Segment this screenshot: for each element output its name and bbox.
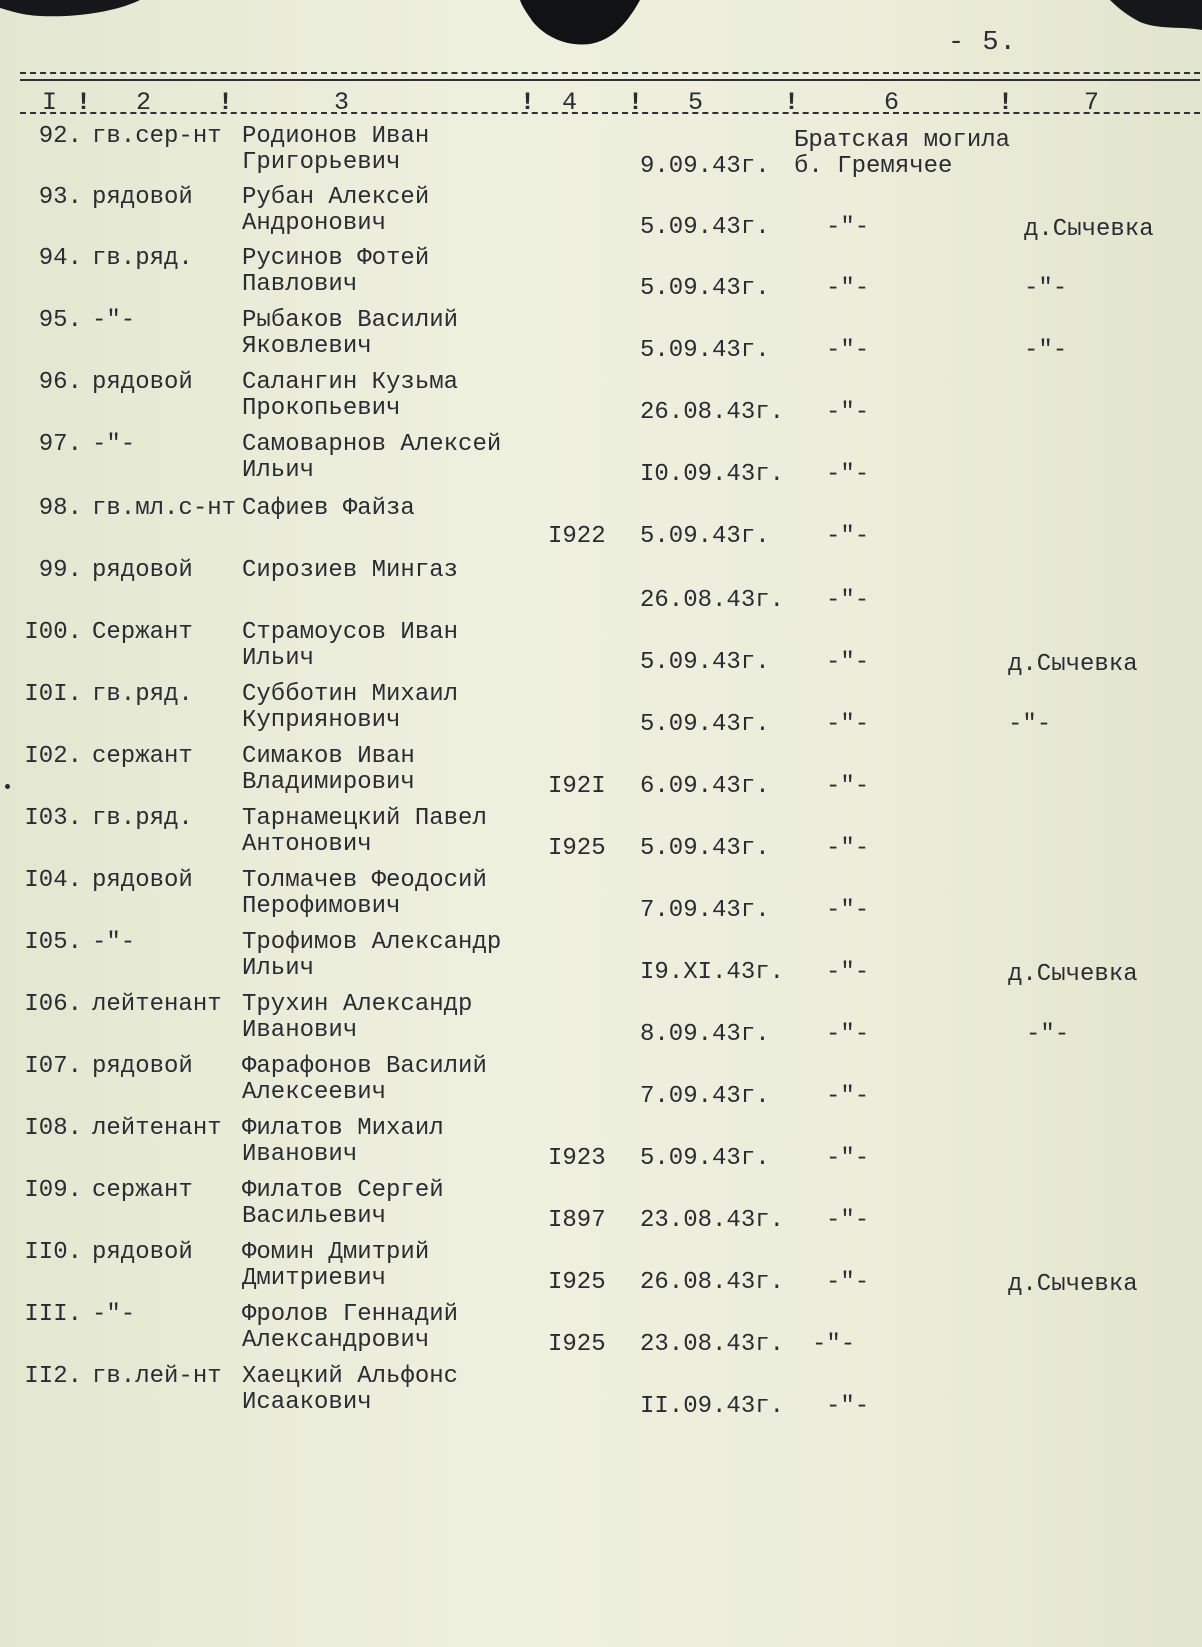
entry-birth-year: I922 [548,523,606,550]
entry-number: 97. [38,431,82,458]
column-separator: ! [784,88,800,117]
entry-date: 6.09.43г. [640,773,770,800]
header-top-rule-solid [20,79,1200,81]
entry-burial-place: -"- [826,1393,870,1420]
entry-surname-name: Хаецкий Альфонс [242,1363,459,1390]
entry-birth-year: I897 [548,1207,606,1234]
entry-surname-name: Салангин Кузьма [242,369,459,396]
entry-date: I0.09.43г. [640,461,785,488]
entry-date: I9.XI.43г. [640,959,785,986]
entry-number: I00. [24,619,82,646]
entry-rank: гв.сер-нт [92,123,222,150]
entry-date: 7.09.43г. [640,1083,770,1110]
entry-rank: гв.лей-нт [92,1363,222,1390]
entry-location: д.Сычевка [1008,961,1138,988]
list-item [0,806,1202,866]
entry-location: -"- [1008,711,1052,738]
entry-date: 5.09.43г. [640,275,770,302]
entry-date: II.09.43г. [640,1393,785,1420]
entry-rank: лейтенант [92,991,222,1018]
entry-date: 9.09.43г. [640,153,770,180]
entry-location: -"- [1026,1021,1070,1048]
list-item [0,620,1202,680]
entry-number: 94. [38,245,82,272]
entry-date: 5.09.43г. [640,1145,770,1172]
entry-burial-place: -"- [826,959,870,986]
entry-patronymic: Прокопьевич [242,395,401,422]
entry-number: 92. [38,123,82,150]
column-header-1: I [42,88,58,117]
entry-surname-name: Трофимов Александр [242,929,502,956]
entry-burial-place: -"- [826,399,870,426]
entry-number: III. [24,1301,82,1328]
entry-rank: рядовой [92,184,193,211]
entry-rank: рядовой [92,1053,193,1080]
entry-number: II0. [24,1239,82,1266]
entry-date: 26.08.43г. [640,1269,785,1296]
entry-surname-name: Субботин Михаил [242,681,459,708]
entry-date: 8.09.43г. [640,1021,770,1048]
entry-number: I02. [24,743,82,770]
list-item [0,1054,1202,1114]
entry-number: II2. [24,1363,82,1390]
entry-surname-name: Трухин Александр [242,991,473,1018]
entry-surname-name: Толмачев Феодосий [242,867,487,894]
entry-patronymic: Григорьевич [242,149,401,176]
entry-burial-place-title: Братская могила [794,127,1011,154]
entry-rank: -"- [92,307,136,334]
torn-paper-edge [0,0,1202,70]
entry-patronymic: Васильевич [242,1203,387,1230]
entry-rank: гв.ряд. [92,681,193,708]
entry-burial-place: -"- [826,1145,870,1172]
list-item [0,370,1202,430]
entry-date: 23.08.43г. [640,1207,785,1234]
entry-location: д.Сычевка [1008,651,1138,678]
entry-patronymic: Ильич [242,457,315,484]
list-item [0,1116,1202,1176]
entry-patronymic: Исаакович [242,1389,372,1416]
entry-surname-name: Фомин Дмитрий [242,1239,430,1266]
header-bottom-rule [20,112,1200,114]
list-item [0,432,1202,492]
list-item [0,992,1202,1052]
entry-birth-year: I925 [548,835,606,862]
list-item [0,1178,1202,1238]
entry-number: 95. [38,307,82,334]
entry-rank: лейтенант [92,1115,222,1142]
entry-rank: -"- [92,431,136,458]
entry-burial-place: -"- [826,835,870,862]
column-header-2: 2 [136,88,152,117]
entry-patronymic: Владимирович [242,769,415,796]
list-item [0,868,1202,928]
page-number: - 5. [948,28,1017,58]
entry-date: 5.09.43г. [640,523,770,550]
entry-rank: рядовой [92,1239,193,1266]
entry-rank: -"- [92,1301,136,1328]
entry-surname-name: Филатов Сергей [242,1177,444,1204]
entry-surname-name: Рубан Алексей [242,184,430,211]
entry-burial-place: -"- [826,587,870,614]
column-separator: ! [218,88,234,117]
entry-surname-name: Сирозиев Мингаз [242,557,459,584]
entry-burial-place: -"- [826,1207,870,1234]
list-item [0,308,1202,368]
entry-date: 5.09.43г. [640,214,770,241]
entry-burial-place: -"- [826,711,870,738]
entry-number: I05. [24,929,82,956]
entry-number: 93. [38,184,82,211]
list-item [0,1302,1202,1362]
entry-number: I07. [24,1053,82,1080]
entry-rank: рядовой [92,557,193,584]
list-item [0,185,1202,245]
entry-burial-place: -"- [812,1331,856,1358]
list-item [0,682,1202,742]
column-separator: ! [76,88,92,117]
list-item [0,1240,1202,1300]
entry-surname-name: Симаков Иван [242,743,415,770]
entry-number: I0I. [24,681,82,708]
entry-birth-year: I925 [548,1331,606,1358]
entry-rank: сержант [92,1177,193,1204]
ink-dot-mark [5,784,10,789]
list-item [0,124,1202,184]
entry-date: 26.08.43г. [640,399,785,426]
entry-date: 23.08.43г. [640,1331,785,1358]
list-item [0,1364,1202,1424]
column-separator: ! [628,88,644,117]
entry-burial-place: -"- [826,773,870,800]
entry-rank: Сержант [92,619,193,646]
entry-burial-place: б. Гремячее [794,153,953,180]
header-top-rule [20,72,1200,74]
column-header-6: 6 [884,88,900,117]
entry-surname-name: Сафиев Файза [242,495,415,522]
entry-date: 26.08.43г. [640,587,785,614]
entry-patronymic: Ильич [242,645,315,672]
entry-location: -"- [1024,275,1068,302]
entry-rank: рядовой [92,867,193,894]
entry-patronymic: Иванович [242,1017,358,1044]
entry-burial-place: -"- [826,649,870,676]
entry-burial-place: -"- [826,1269,870,1296]
entry-location: д.Сычевка [1008,1271,1138,1298]
entry-burial-place: -"- [826,461,870,488]
column-separator: ! [520,88,536,117]
entry-rank: -"- [92,929,136,956]
entry-patronymic: Антонович [242,831,372,858]
entry-date: 5.09.43г. [640,711,770,738]
column-header-4: 4 [562,88,578,117]
entry-number: 96. [38,369,82,396]
entry-patronymic: Павлович [242,271,358,298]
entry-number: I09. [24,1177,82,1204]
entry-number: I06. [24,991,82,1018]
column-header-3: 3 [334,88,350,117]
entry-rank: сержант [92,743,193,770]
entry-number: 99. [38,557,82,584]
entry-rank: рядовой [92,369,193,396]
entry-number: I03. [24,805,82,832]
entry-surname-name: Филатов Михаил [242,1115,444,1142]
entry-burial-place: -"- [826,1083,870,1110]
column-header-7: 7 [1084,88,1100,117]
list-item [0,558,1202,618]
list-item [0,930,1202,990]
column-header-5: 5 [688,88,704,117]
entry-patronymic: Иванович [242,1141,358,1168]
list-item [0,496,1202,556]
entry-date: 5.09.43г. [640,835,770,862]
entry-patronymic: Дмитриевич [242,1265,387,1292]
entry-birth-year: I925 [548,1269,606,1296]
entry-number: I08. [24,1115,82,1142]
entry-number: I04. [24,867,82,894]
entry-burial-place: -"- [826,523,870,550]
entry-rank: гв.мл.с-нт [92,495,237,522]
list-item [0,744,1202,804]
entry-rank: гв.ряд. [92,245,193,272]
entry-birth-year: I92I [548,773,606,800]
entry-burial-place: -"- [826,1021,870,1048]
list-item [0,246,1202,306]
entry-birth-year: I923 [548,1145,606,1172]
entry-surname-name: Тарнамецкий Павел [242,805,487,832]
entry-patronymic: Алексеевич [242,1079,387,1106]
entry-burial-place: -"- [826,897,870,924]
entry-surname-name: Фролов Геннадий [242,1301,459,1328]
entry-location: д.Сычевка [1024,216,1154,243]
entry-patronymic: Яковлевич [242,333,372,360]
entry-location: -"- [1024,337,1068,364]
entry-surname-name: Фарафонов Василий [242,1053,487,1080]
entry-patronymic: Куприянович [242,707,401,734]
entry-date: 5.09.43г. [640,649,770,676]
entry-surname-name: Самоварнов Алексей [242,431,502,458]
entry-date: 5.09.43г. [640,337,770,364]
entry-rank: гв.ряд. [92,805,193,832]
entry-surname-name: Страмоусов Иван [242,619,459,646]
entry-surname-name: Русинов Фотей [242,245,430,272]
entry-surname-name: Рыбаков Василий [242,307,459,334]
entry-burial-place: -"- [826,275,870,302]
entry-surname-name: Родионов Иван [242,123,430,150]
entry-burial-place: -"- [826,214,870,241]
entry-date: 7.09.43г. [640,897,770,924]
entry-patronymic: Александрович [242,1327,430,1354]
entry-patronymic: Перофимович [242,893,401,920]
entry-patronymic: Андронович [242,210,387,237]
column-separator: ! [998,88,1014,117]
entry-burial-place: -"- [826,337,870,364]
entry-number: 98. [38,495,82,522]
entry-patronymic: Ильич [242,955,315,982]
